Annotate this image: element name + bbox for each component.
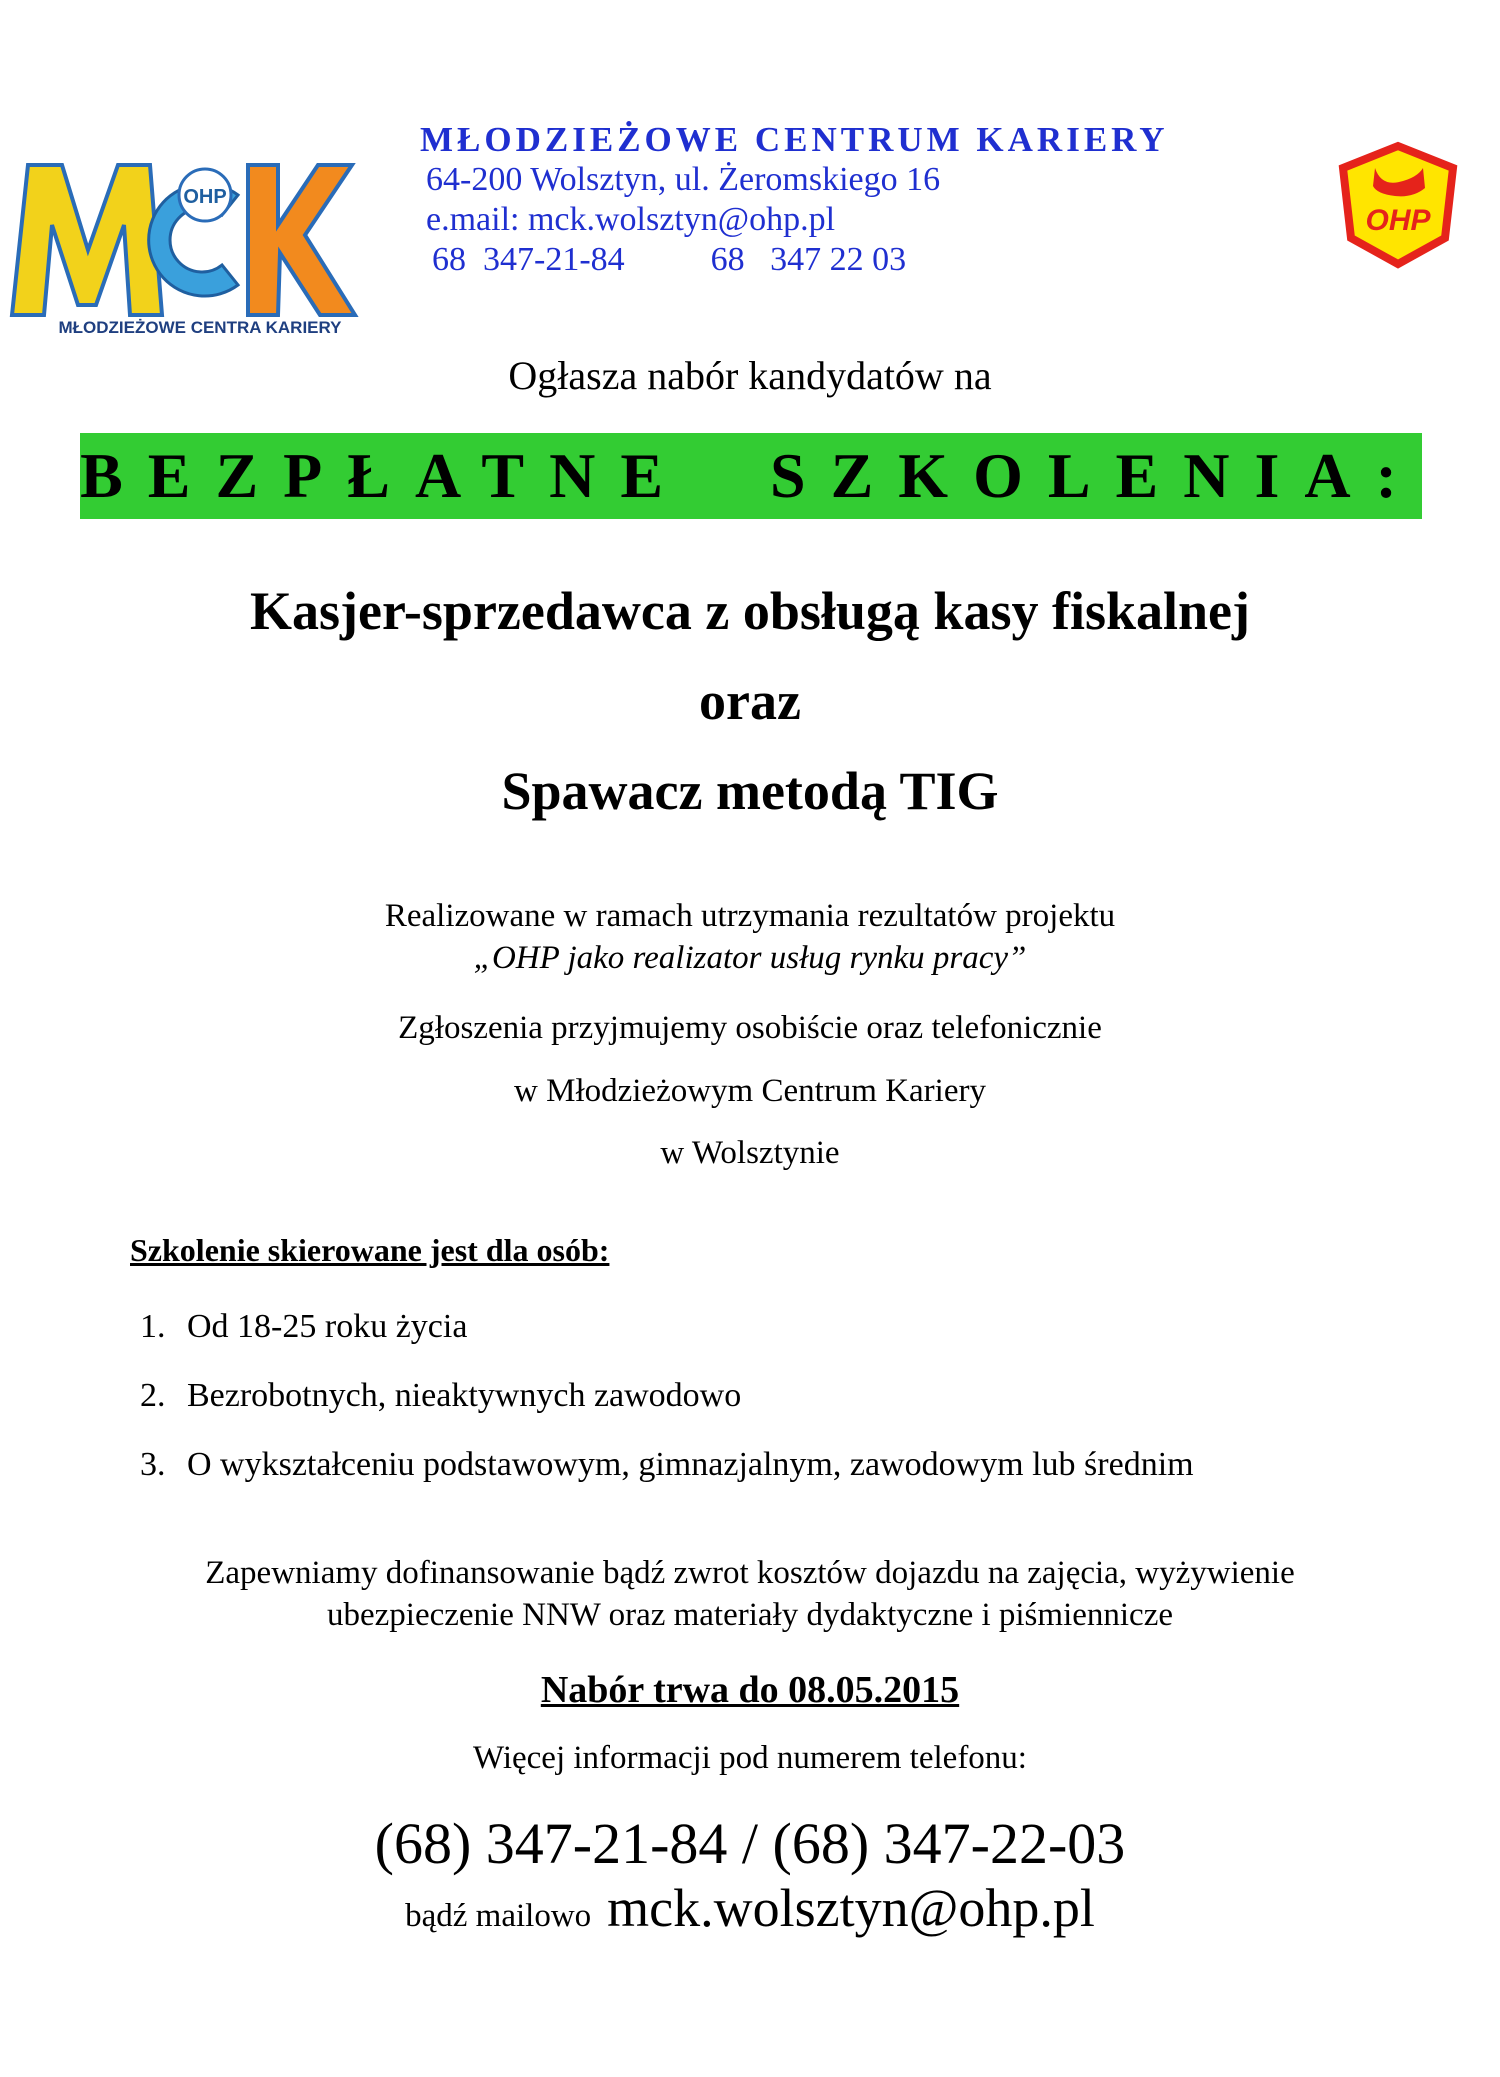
list-item-text: Bezrobotnych, nieaktywnych zawodowo bbox=[187, 1377, 742, 1414]
list-item bbox=[140, 1308, 1194, 1377]
course-1: Kasjer-sprzedawca z obsługą kasy fiskalnej bbox=[250, 581, 1250, 641]
list-item bbox=[140, 1377, 1194, 1446]
logo-caption: MŁODZIEŻOWE CENTRA KARIERY bbox=[58, 318, 342, 337]
announcement: Ogłasza nabór kandydatów na bbox=[508, 353, 992, 398]
list-item-number: 2. bbox=[140, 1377, 166, 1414]
headline-banner bbox=[80, 433, 1422, 519]
phone-1: 68 347-21-84 bbox=[432, 241, 625, 278]
mail-label: bądź mailowo bbox=[405, 1898, 592, 1934]
mck-ohp-logo bbox=[0, 125, 360, 340]
applications-line-3: w Wolsztynie bbox=[660, 1135, 840, 1171]
logo-ohp-text: OHP bbox=[183, 186, 227, 208]
phone-2: 68 347 22 03 bbox=[710, 241, 907, 278]
project-name: „OHP jako realizator usług rynku pracy” bbox=[473, 940, 1027, 976]
deadline: Nabór trwa do 08.05.2015 bbox=[540, 1669, 960, 1711]
contact-block bbox=[420, 120, 1169, 280]
applications-line-2: w Młodzieżowym Centrum Kariery bbox=[514, 1073, 986, 1109]
list-item bbox=[140, 1446, 1194, 1515]
list-item-number: 3. bbox=[140, 1446, 166, 1483]
benefits-line-2: ubezpieczenie NNW oraz materiały dydaktyczne i piśmiennicze bbox=[327, 1597, 1173, 1633]
phone-numbers bbox=[420, 240, 1169, 280]
logo-m-letter bbox=[12, 165, 162, 315]
contact-phones: (68) 347-21-84 / (68) 347-22-03 bbox=[374, 1811, 1126, 1876]
project-line-1: Realizowane w ramach utrzymania rezultatów projektu bbox=[384, 898, 1116, 934]
course-connector: oraz bbox=[699, 671, 801, 731]
address: 64-200 Wolsztyn, ul. Żeromskiego 16 bbox=[426, 161, 941, 198]
logo-k-letter bbox=[248, 165, 355, 315]
list-item-text: O wykształceniu podstawowym, gimnazjalnym, zawodowym lub średnim bbox=[187, 1446, 1194, 1483]
target-group-heading: Szkolenie skierowane jest dla osób: bbox=[130, 1232, 610, 1268]
benefits-line-1: Zapewniamy dofinansowanie bądź zwrot kosztów dojazdu na zajęcia, wyżywienie bbox=[205, 1555, 1295, 1591]
list-item-text: Od 18-25 roku życia bbox=[187, 1308, 468, 1345]
mail-line bbox=[0, 1877, 1500, 1939]
target-group-list bbox=[140, 1308, 1194, 1515]
list-item-number: 1. bbox=[140, 1308, 166, 1345]
ohp-logo bbox=[1333, 140, 1463, 270]
more-info: Więcej informacji pod numerem telefonu: bbox=[473, 1740, 1027, 1776]
ohp-logo-text: OHP bbox=[1365, 204, 1431, 237]
org-name: MŁODZIEŻOWE CENTRUM KARIERY bbox=[420, 120, 1169, 159]
applications-line-1: Zgłoszenia przyjmujemy osobiście oraz telefonicznie bbox=[398, 1010, 1102, 1046]
banner-text: BEZPŁATNE SZKOLENIA: bbox=[80, 440, 1422, 511]
course-2: Spawacz metodą TIG bbox=[501, 761, 999, 821]
mail-address: mck.wolsztyn@ohp.pl bbox=[607, 1878, 1095, 1938]
email-line: e.mail: mck.wolsztyn@ohp.pl bbox=[426, 201, 836, 238]
